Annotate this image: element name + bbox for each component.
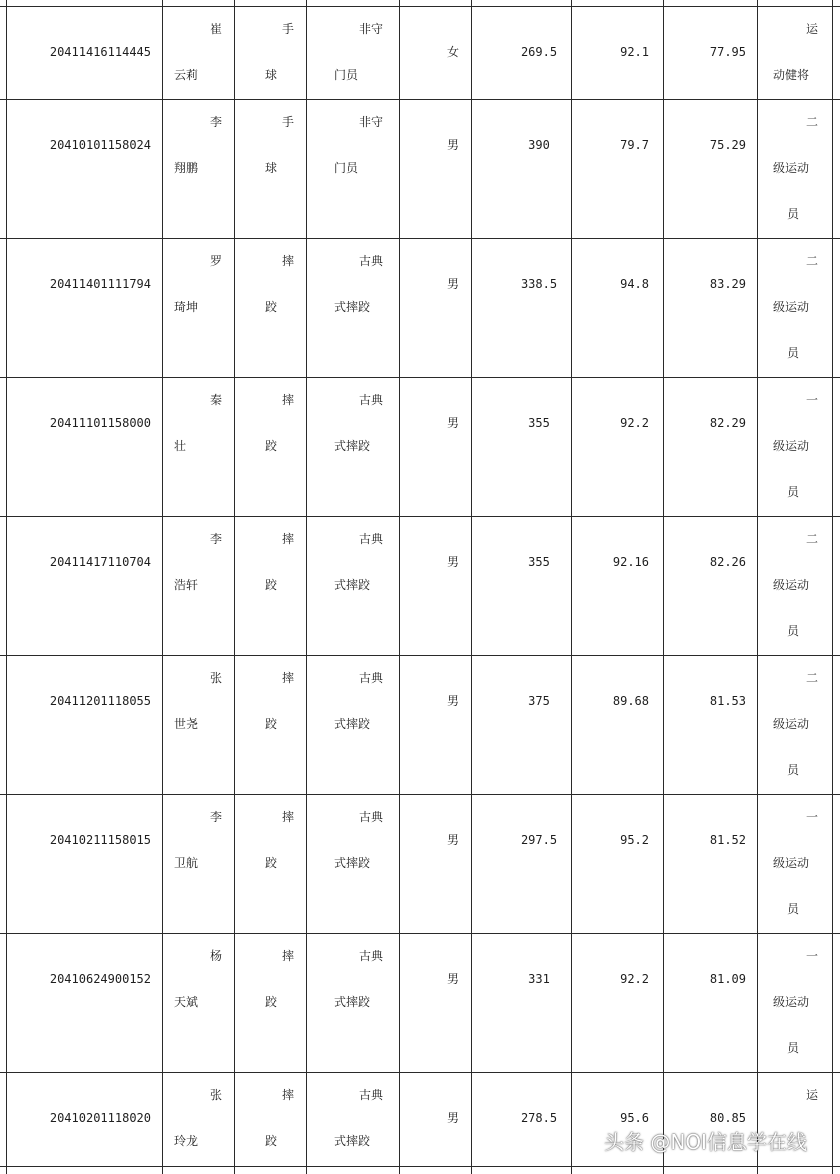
level-cell: 一: [805, 393, 818, 407]
name-cell: 李: [209, 115, 222, 129]
column-border: [832, 0, 833, 1174]
sport-cell: 球: [265, 161, 278, 175]
student-id: 20410211158015: [49, 833, 151, 847]
sport-cell: 摔: [281, 949, 294, 963]
name-cell: 翔鹏: [174, 161, 199, 175]
level-cell: 级运动: [773, 578, 810, 592]
name-cell: 卫航: [174, 856, 199, 870]
percent-cell: 79.7: [620, 138, 649, 152]
event-cell: 古典: [358, 949, 383, 963]
sport-cell: 手: [281, 115, 294, 129]
student-id: 20411101158000: [49, 416, 151, 430]
student-id: 20410101158024: [49, 138, 151, 152]
level-cell: 级运动: [773, 300, 810, 314]
level-cell: 动健将: [773, 68, 810, 82]
level-cell: 员: [786, 1041, 800, 1055]
event-cell: 式摔跤: [334, 1134, 371, 1148]
level-cell: 运: [805, 22, 818, 36]
student-id: 20410624900152: [49, 972, 151, 986]
gender-cell: 男: [446, 1111, 460, 1125]
row-border: [0, 933, 840, 934]
name-cell: 李: [209, 810, 222, 824]
gender-cell: 男: [446, 138, 460, 152]
name-cell: 壮: [174, 439, 187, 453]
score-cell: 278.5: [520, 1111, 558, 1125]
row-border: [0, 99, 840, 100]
sport-cell: 跤: [265, 995, 278, 1009]
row-border: [0, 1072, 840, 1073]
level-cell: 二: [805, 671, 818, 685]
level-cell: 运: [805, 1088, 818, 1102]
level-cell: 员: [786, 346, 800, 360]
level-cell: 级运动: [773, 995, 810, 1009]
percent-cell: 92.2: [620, 972, 649, 986]
row-border: [0, 6, 840, 7]
percent-cell: 95.6: [620, 1111, 649, 1125]
score-cell: 355: [528, 416, 550, 430]
column-border: [162, 0, 163, 1174]
student-id: 20411201118055: [49, 694, 151, 708]
level-cell: 员: [786, 207, 800, 221]
percent-cell: 92.2: [620, 416, 649, 430]
event-cell: 古典: [358, 671, 383, 685]
gender-cell: 男: [446, 277, 460, 291]
level-cell: 一: [805, 949, 818, 963]
level-cell: 二: [805, 532, 818, 546]
level-cell: 员: [786, 902, 800, 916]
student-id: 20411417110704: [49, 555, 151, 569]
total-cell: 81.52: [709, 833, 746, 847]
sport-cell: 跤: [265, 856, 278, 870]
gender-cell: 女: [446, 45, 460, 59]
event-cell: 式摔跤: [334, 717, 371, 731]
name-cell: 杨: [209, 949, 222, 963]
gender-cell: 男: [446, 416, 460, 430]
event-cell: 古典: [358, 393, 383, 407]
column-border: [6, 0, 7, 1174]
level-cell: 员: [786, 763, 800, 777]
name-cell: 崔: [209, 22, 222, 36]
column-border: [663, 0, 664, 1174]
score-cell: 390: [528, 138, 550, 152]
percent-cell: 94.8: [620, 277, 649, 291]
sport-cell: 跤: [265, 717, 278, 731]
sport-cell: 跤: [265, 300, 278, 314]
student-id: 20410201118020: [49, 1111, 151, 1125]
sport-cell: 摔: [281, 1088, 294, 1102]
total-cell: 75.29: [709, 138, 746, 152]
event-cell: 式摔跤: [334, 439, 371, 453]
sport-cell: 跤: [265, 578, 278, 592]
level-cell: 员: [786, 624, 800, 638]
level-cell: 级运动: [773, 161, 810, 175]
row-border: [0, 1166, 840, 1167]
sport-cell: 摔: [281, 671, 294, 685]
column-border: [471, 0, 472, 1174]
event-cell: 式摔跤: [334, 578, 371, 592]
sport-cell: 跤: [265, 1134, 278, 1148]
event-cell: 古典: [358, 254, 383, 268]
level-cell: 二: [805, 254, 818, 268]
row-border: [0, 794, 840, 795]
row-border: [0, 377, 840, 378]
name-cell: 浩轩: [174, 578, 199, 592]
name-cell: 世尧: [174, 717, 199, 731]
event-cell: 古典: [358, 810, 383, 824]
total-cell: 81.09: [709, 972, 746, 986]
total-cell: 81.53: [709, 694, 746, 708]
percent-cell: 92.1: [620, 45, 649, 59]
student-id: 20411416114445: [49, 45, 151, 59]
level-cell: 级运动: [773, 439, 810, 453]
student-id: 20411401111794: [49, 277, 151, 291]
sport-cell: 摔: [281, 254, 294, 268]
score-cell: 331: [528, 972, 550, 986]
name-cell: 张: [209, 1088, 222, 1102]
row-border: [0, 655, 840, 656]
level-cell: 二: [805, 115, 818, 129]
name-cell: 琦坤: [174, 300, 199, 314]
event-cell: 非守: [358, 115, 383, 129]
sport-cell: 球: [265, 68, 278, 82]
score-cell: 375: [528, 694, 550, 708]
level-cell: 员: [786, 485, 800, 499]
sport-cell: 摔: [281, 532, 294, 546]
name-cell: 李: [209, 532, 222, 546]
row-border: [0, 238, 840, 239]
name-cell: 张: [209, 671, 222, 685]
score-cell: 355: [528, 555, 550, 569]
gender-cell: 男: [446, 972, 460, 986]
sport-cell: 摔: [281, 810, 294, 824]
sport-cell: 摔: [281, 393, 294, 407]
score-cell: 297.5: [520, 833, 558, 847]
event-cell: 古典: [358, 532, 383, 546]
column-border: [234, 0, 235, 1174]
event-cell: 非守: [358, 22, 383, 36]
column-border: [571, 0, 572, 1174]
percent-cell: 92.16: [612, 555, 649, 569]
total-cell: 77.95: [709, 45, 746, 59]
name-cell: 天斌: [174, 995, 199, 1009]
row-border: [0, 516, 840, 517]
gender-cell: 男: [446, 555, 460, 569]
score-cell: 269.5: [520, 45, 558, 59]
event-cell: 式摔跤: [334, 300, 371, 314]
total-cell: 80.85: [709, 1111, 746, 1125]
event-cell: 古典: [358, 1088, 383, 1102]
column-border: [306, 0, 307, 1174]
percent-cell: 89.68: [612, 694, 649, 708]
score-cell: 338.5: [520, 277, 558, 291]
gender-cell: 男: [446, 833, 460, 847]
column-border: [757, 0, 758, 1174]
name-cell: 罗: [209, 254, 222, 268]
total-cell: 82.26: [709, 555, 746, 569]
total-cell: 83.29: [709, 277, 746, 291]
event-cell: 门员: [334, 161, 359, 175]
sport-cell: 手: [281, 22, 294, 36]
name-cell: 秦: [209, 393, 222, 407]
level-cell: 级运动: [773, 717, 810, 731]
event-cell: 式摔跤: [334, 856, 371, 870]
percent-cell: 95.2: [620, 833, 649, 847]
total-cell: 82.29: [709, 416, 746, 430]
gender-cell: 男: [446, 694, 460, 708]
watermark: 头条 @NOI信息学在线: [604, 1130, 807, 1154]
column-border: [399, 0, 400, 1174]
level-cell: 一: [805, 810, 818, 824]
level-cell: 级运动: [773, 856, 810, 870]
sport-cell: 跤: [265, 439, 278, 453]
event-cell: 式摔跤: [334, 995, 371, 1009]
name-cell: 云莉: [174, 68, 199, 82]
event-cell: 门员: [334, 68, 359, 82]
name-cell: 玲龙: [174, 1134, 199, 1148]
